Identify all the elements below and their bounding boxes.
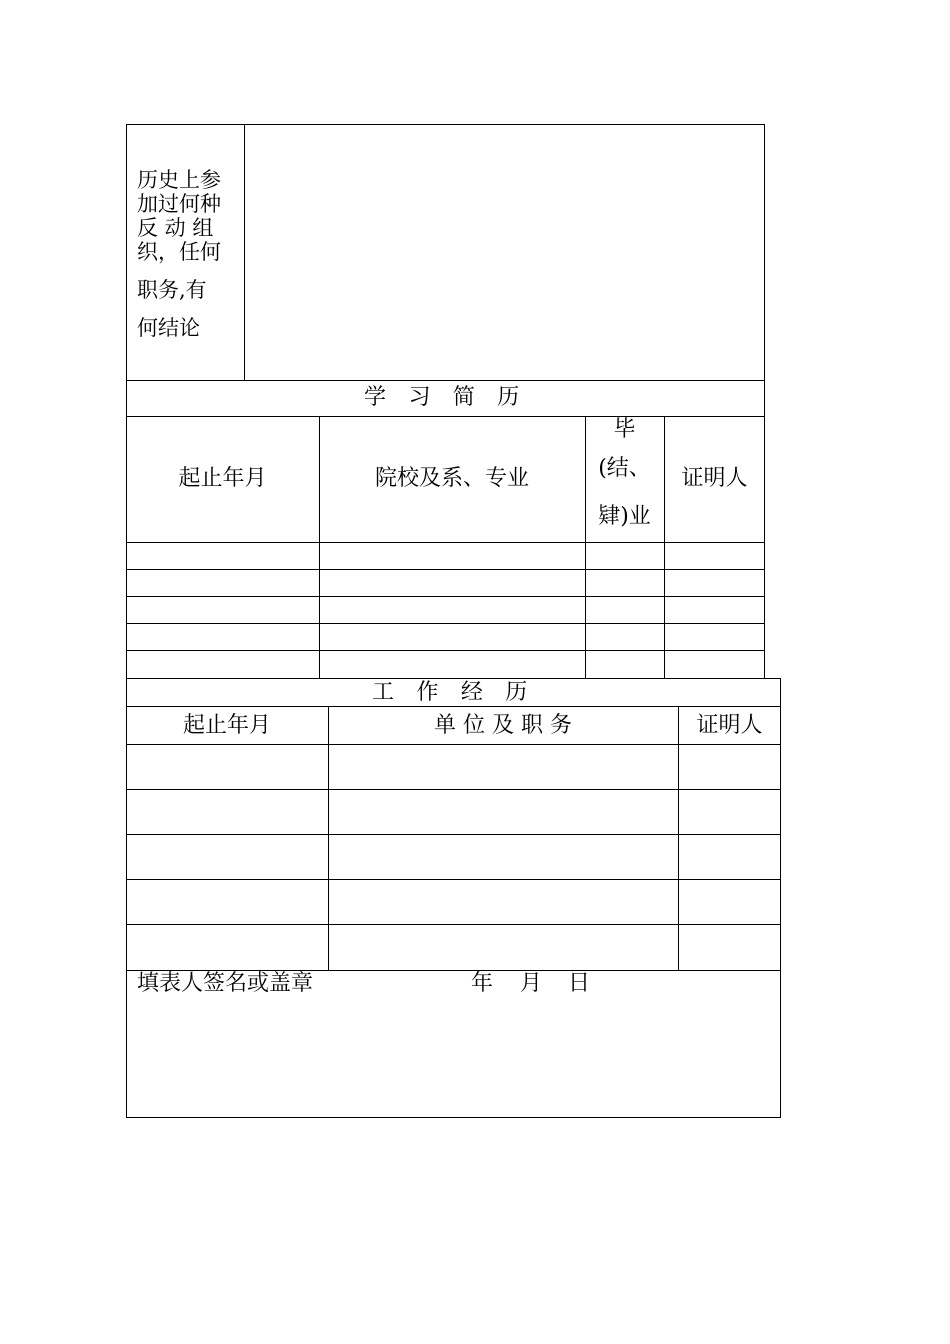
- education-cell[interactable]: [666, 652, 763, 676]
- education-cell[interactable]: [587, 544, 662, 568]
- education-cell[interactable]: [128, 571, 317, 595]
- education-cell[interactable]: [666, 598, 763, 622]
- row-divider: [126, 879, 781, 880]
- work-cell[interactable]: [680, 756, 779, 780]
- history-label-line: 历史上参: [137, 168, 221, 192]
- header-graduation-2: (结、: [598, 456, 651, 481]
- work-cell[interactable]: [680, 846, 779, 870]
- work-cell[interactable]: [128, 846, 326, 870]
- work-cell[interactable]: [330, 891, 676, 915]
- header-period: 起止年月: [178, 466, 267, 491]
- work-cell[interactable]: [330, 756, 676, 780]
- education-title: 学 习 简 历: [364, 385, 527, 410]
- education-cell[interactable]: [128, 625, 317, 649]
- col-divider: [678, 706, 679, 970]
- education-cell[interactable]: [321, 571, 583, 595]
- row-divider: [126, 924, 781, 925]
- work-cell[interactable]: [680, 891, 779, 915]
- history-divider: [244, 124, 245, 380]
- row-divider: [126, 650, 765, 651]
- education-cell[interactable]: [587, 598, 662, 622]
- history-label-line: 反 动 组: [137, 216, 214, 240]
- work-header-unit: 单 位 及 职 务: [434, 713, 572, 738]
- work-cell[interactable]: [330, 846, 676, 870]
- row-divider: [126, 542, 765, 543]
- work-header-period: 起止年月: [182, 713, 271, 738]
- education-cell[interactable]: [666, 544, 763, 568]
- col-divider: [319, 416, 320, 679]
- education-cell[interactable]: [666, 625, 763, 649]
- header-school: 院校及系、专业: [374, 466, 529, 491]
- education-cell[interactable]: [128, 652, 317, 676]
- education-cell[interactable]: [128, 598, 317, 622]
- work-header-witness: 证明人: [696, 713, 763, 738]
- row-divider: [126, 789, 781, 790]
- history-label-line: 何结论: [137, 316, 200, 340]
- signature-year: 年: [471, 971, 494, 996]
- education-cell[interactable]: [321, 598, 583, 622]
- divider: [126, 416, 765, 417]
- row-divider: [126, 569, 765, 570]
- education-cell[interactable]: [587, 625, 662, 649]
- signature-month: 月: [520, 971, 543, 996]
- education-cell[interactable]: [587, 571, 662, 595]
- history-content-field[interactable]: [246, 126, 762, 378]
- work-cell[interactable]: [680, 936, 779, 960]
- history-label-line: 加过何种: [137, 192, 221, 216]
- work-cell[interactable]: [128, 891, 326, 915]
- row-divider: [126, 596, 765, 597]
- work-cell[interactable]: [330, 936, 676, 960]
- work-cell[interactable]: [128, 756, 326, 780]
- signature-label: 填表人签名或盖章: [137, 971, 314, 996]
- row-divider: [126, 744, 781, 745]
- signature-area[interactable]: [128, 1002, 779, 1116]
- row-divider: [126, 834, 781, 835]
- education-cell[interactable]: [321, 544, 583, 568]
- education-cell[interactable]: [587, 652, 662, 676]
- education-cell[interactable]: [321, 625, 583, 649]
- row-divider: [126, 623, 765, 624]
- work-cell[interactable]: [680, 801, 779, 825]
- history-label-line: 职务,有: [137, 278, 207, 302]
- work-cell[interactable]: [128, 936, 326, 960]
- work-cell[interactable]: [128, 801, 326, 825]
- header-graduation-3: 肄)业: [598, 504, 651, 529]
- divider: [126, 706, 781, 707]
- work-cell[interactable]: [330, 801, 676, 825]
- history-label-line: 织，任何: [137, 240, 221, 264]
- education-cell[interactable]: [321, 652, 583, 676]
- col-divider: [664, 416, 665, 679]
- header-graduation-1: 毕: [613, 417, 636, 442]
- col-divider: [585, 416, 586, 679]
- education-cell[interactable]: [666, 571, 763, 595]
- header-witness: 证明人: [681, 466, 748, 491]
- history-label: [137, 168, 221, 340]
- work-title: 工 作 经 历: [372, 680, 535, 705]
- signature-day: 日: [568, 971, 591, 996]
- education-cell[interactable]: [128, 544, 317, 568]
- col-divider: [328, 706, 329, 970]
